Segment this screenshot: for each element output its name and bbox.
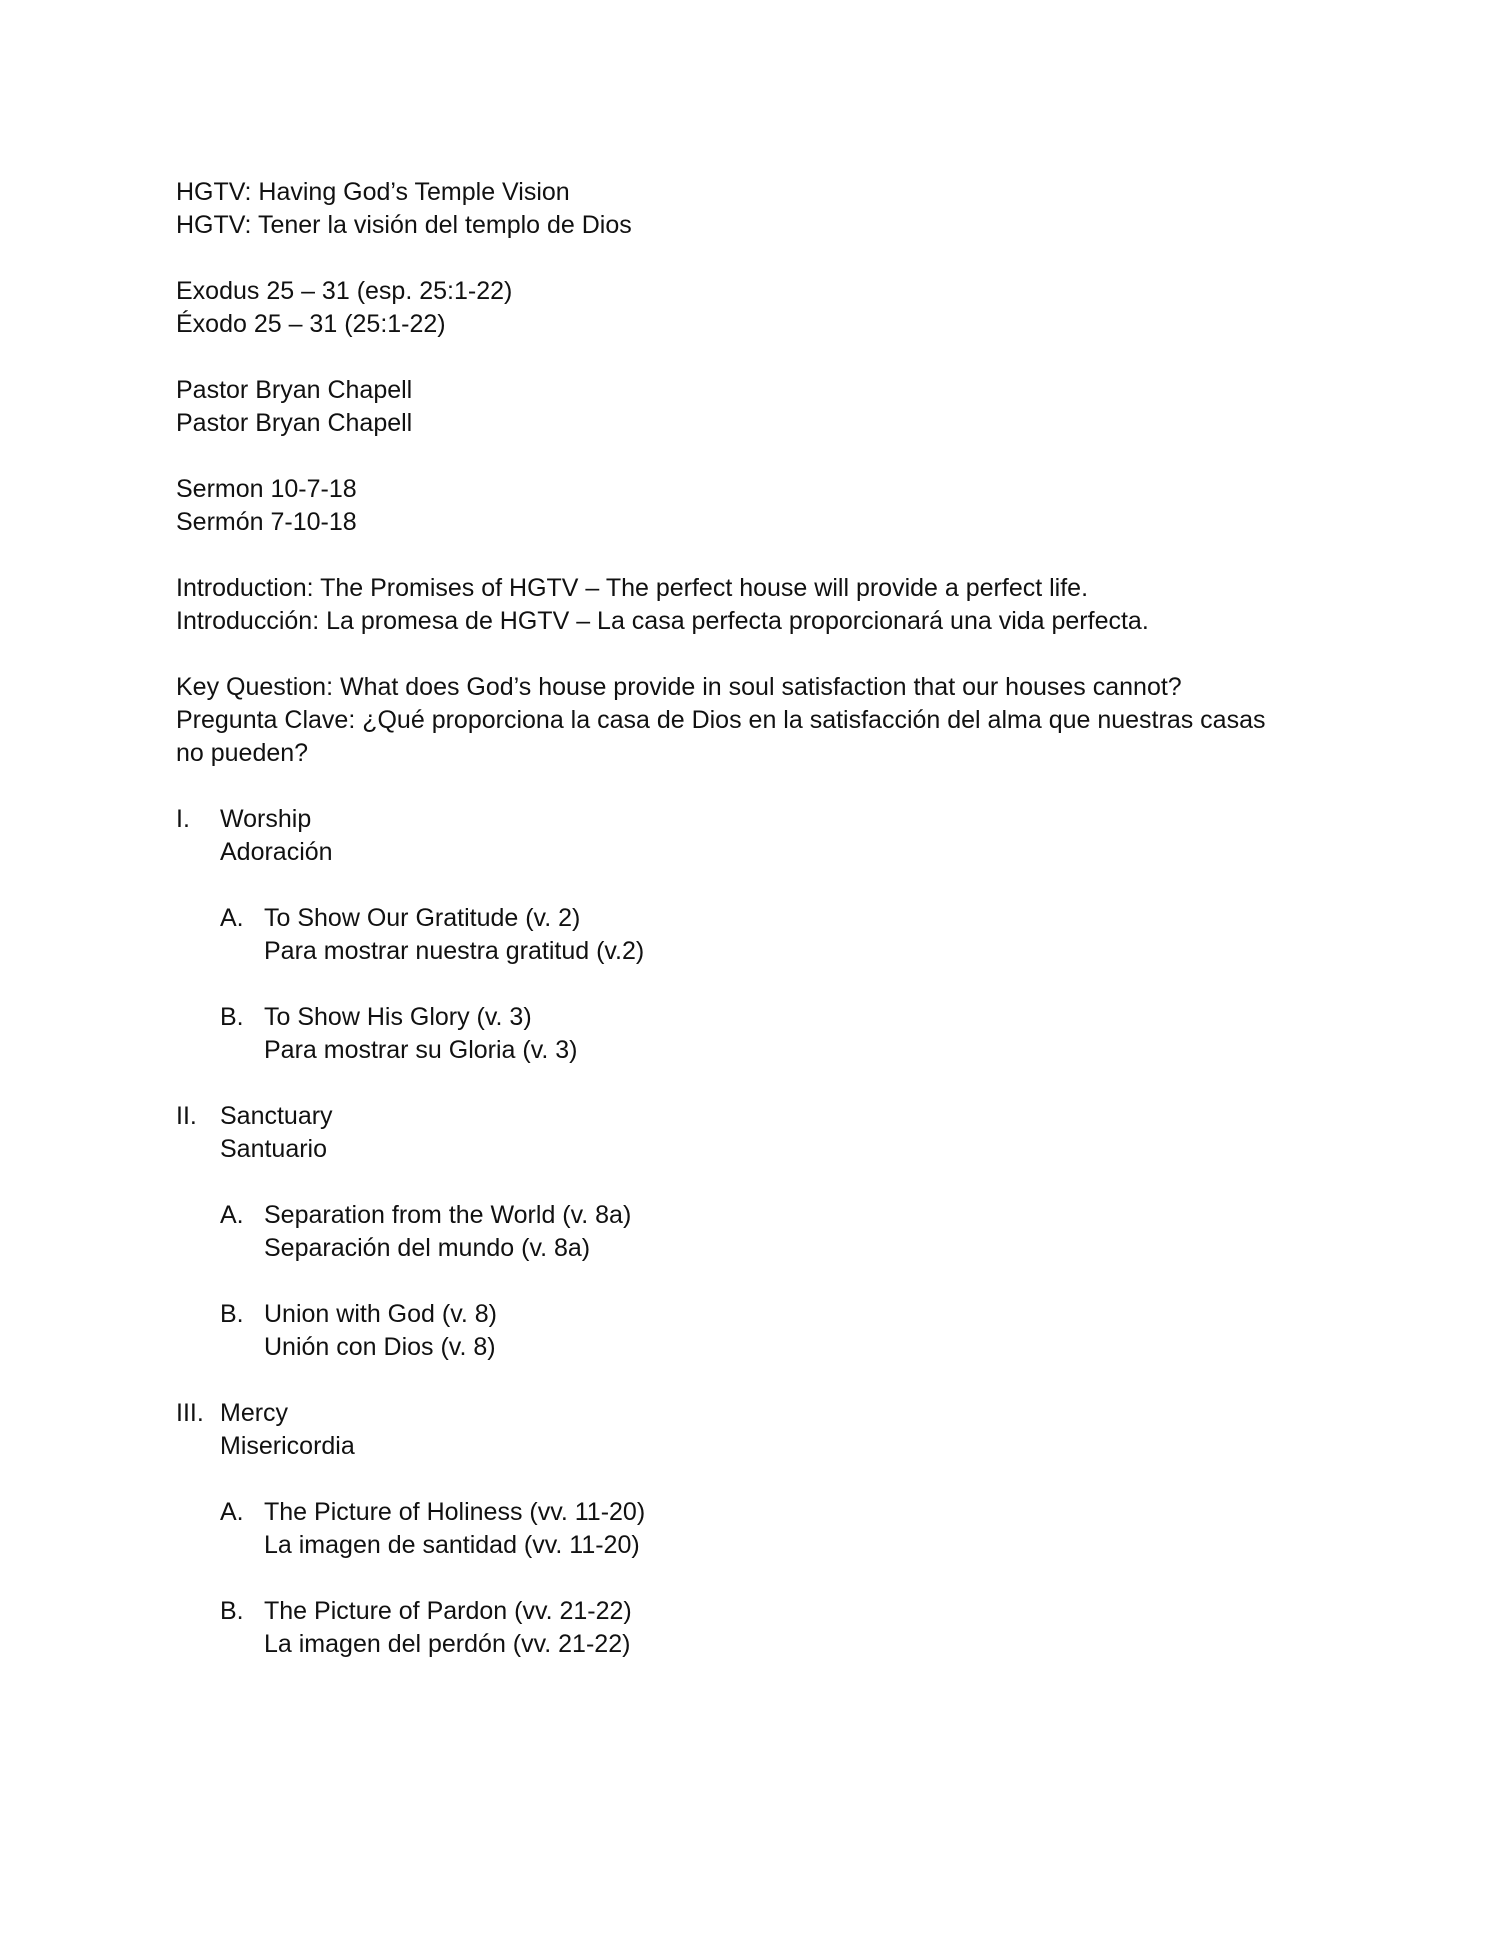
key-question-block bbox=[176, 671, 1326, 770]
point-letter: B. bbox=[220, 1597, 244, 1625]
title-spanish: HGTV: Tener la visión del templo de Dios bbox=[176, 211, 632, 239]
outline-section-worship bbox=[176, 803, 1326, 1067]
point-spanish: La imagen del perdón (vv. 21-22) bbox=[264, 1630, 631, 1658]
pastor-block bbox=[176, 374, 1326, 440]
section-heading-spanish: Adoración bbox=[220, 838, 333, 866]
scripture-spanish: Éxodo 25 – 31 (25:1-22) bbox=[176, 310, 446, 338]
section-number: II. bbox=[176, 1102, 197, 1130]
outline-point bbox=[220, 1496, 1326, 1562]
key-question-spanish: Pregunta Clave: ¿Qué proporciona la casa de Dios en la satisfacción del alma que nuestras casas no pueden? bbox=[176, 706, 1266, 767]
key-question-english: Key Question: What does God’s house provide in soul satisfaction that our houses cannot? bbox=[176, 673, 1182, 701]
outline-point bbox=[220, 1595, 1326, 1661]
scripture-english: Exodus 25 – 31 (esp. 25:1-22) bbox=[176, 277, 513, 305]
point-letter: A. bbox=[220, 904, 244, 932]
section-heading-english: Sanctuary bbox=[220, 1102, 333, 1130]
point-letter: A. bbox=[220, 1201, 244, 1229]
point-spanish: Separación del mundo (v. 8a) bbox=[264, 1234, 591, 1262]
point-english: Separation from the World (v. 8a) bbox=[264, 1201, 632, 1229]
sermon-outline bbox=[176, 803, 1326, 1661]
point-english: To Show Our Gratitude (v. 2) bbox=[264, 904, 581, 932]
outline-point bbox=[220, 1298, 1326, 1364]
title-block bbox=[176, 176, 1326, 242]
point-english: To Show His Glory (v. 3) bbox=[264, 1003, 532, 1031]
outline-section-sanctuary bbox=[176, 1100, 1326, 1364]
outline-point bbox=[220, 902, 1326, 968]
section-heading-english: Mercy bbox=[220, 1399, 289, 1427]
sermon-outline-page bbox=[176, 176, 1326, 1694]
section-number: I. bbox=[176, 805, 190, 833]
point-english: Union with God (v. 8) bbox=[264, 1300, 497, 1328]
introduction-block bbox=[176, 572, 1326, 638]
introduction-english: Introduction: The Promises of HGTV – The perfect house will provide a perfect life. bbox=[176, 574, 1089, 602]
introduction-spanish: Introducción: La promesa de HGTV – La casa perfecta proporcionará una vida perfecta. bbox=[176, 607, 1149, 635]
pastor-english: Pastor Bryan Chapell bbox=[176, 376, 413, 404]
outline-point bbox=[220, 1001, 1326, 1067]
outline-point bbox=[220, 1199, 1326, 1265]
outline-section-mercy bbox=[176, 1397, 1326, 1661]
scripture-block bbox=[176, 275, 1326, 341]
point-letter: B. bbox=[220, 1003, 244, 1031]
point-spanish: Para mostrar su Gloria (v. 3) bbox=[264, 1036, 578, 1064]
section-heading-english: Worship bbox=[220, 805, 312, 833]
sermon-date-block bbox=[176, 473, 1326, 539]
point-spanish: Para mostrar nuestra gratitud (v.2) bbox=[264, 937, 645, 965]
title-english: HGTV: Having God’s Temple Vision bbox=[176, 178, 570, 206]
section-heading-spanish: Misericordia bbox=[220, 1432, 355, 1460]
point-english: The Picture of Pardon (vv. 21-22) bbox=[264, 1597, 632, 1625]
point-spanish: Unión con Dios (v. 8) bbox=[264, 1333, 496, 1361]
sermon-date-spanish: Sermón 7-10-18 bbox=[176, 508, 357, 536]
section-number: III. bbox=[176, 1399, 204, 1427]
sermon-date-english: Sermon 10-7-18 bbox=[176, 475, 357, 503]
point-letter: B. bbox=[220, 1300, 244, 1328]
pastor-spanish: Pastor Bryan Chapell bbox=[176, 409, 413, 437]
point-spanish: La imagen de santidad (vv. 11-20) bbox=[264, 1531, 640, 1559]
point-english: The Picture of Holiness (vv. 11-20) bbox=[264, 1498, 646, 1526]
point-letter: A. bbox=[220, 1498, 244, 1526]
section-heading-spanish: Santuario bbox=[220, 1135, 328, 1163]
